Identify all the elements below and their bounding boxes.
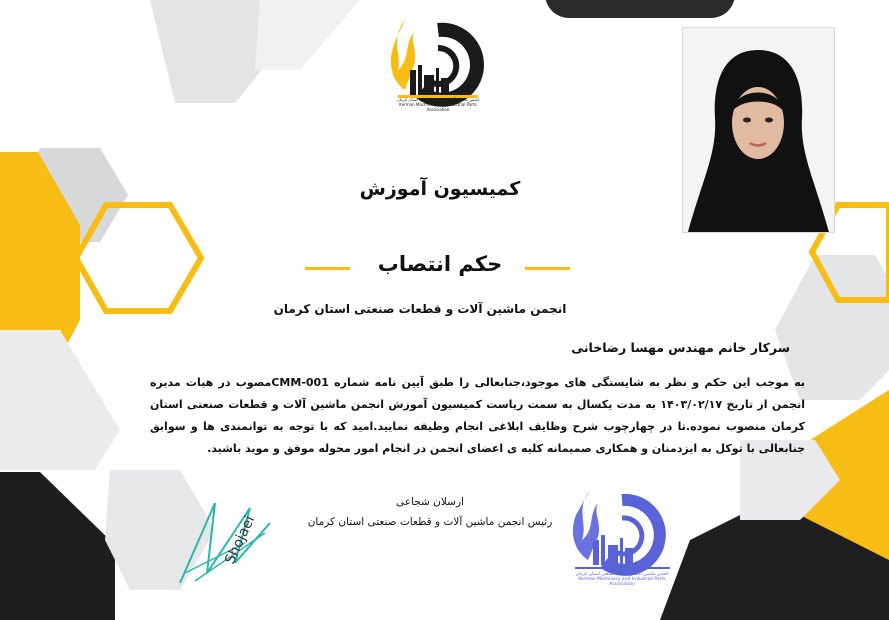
appointment-body: به موجب این حکم و نظر به شایستگی های موجود،جنابعالی را طبق آیین نامه شماره CMM-001مصوب در هیات مدیره انجمن از تاریخ ۱۴۰۳/۰۲/۱۷ به مدت یکسال به سمت ریاست کمیسیون آموزش انجمن ماشین آلات و قطعات صنعتی استان کرمان منصوب نموده.تا در چهارچوب شرح وظایف ابلاغی انجام وظیفه نمایید.امید که با توجه به توانمندی ها و سوابق جنابعالی با توکل به ایزدمنان و همکاری صمیمانه کلیه ی اعضای انجمن در انجام امور محوله موفق و موید باشید. (150, 376, 806, 455)
top-left-gray-shape-2 (255, 0, 360, 70)
association-logo (380, 10, 495, 110)
logo-tagline-en: Kerman Machinery and Industrial Parts Association (399, 102, 477, 112)
portrait-photo (682, 27, 835, 233)
top-dark-band (545, 0, 735, 18)
logo-tagline-fa: انجمن ماشین آلات و قطعات صنعتی استان کرمان (396, 97, 480, 102)
stamp-text-fa: انجمن ماشین آلات و قطعات صنعتی استان کرمان (575, 572, 669, 577)
committee-heading: کمیسیون آموزش (359, 178, 521, 200)
signer-name: ارسلان شجاعی (396, 496, 464, 508)
signer-block (300, 492, 560, 532)
handwritten-signature (175, 493, 295, 588)
logo-tagline (388, 97, 488, 112)
organization-name: انجمن ماشین آلات و قطعات صنعتی استان کرمان (273, 302, 567, 316)
left-yellow-hex-outline (76, 205, 201, 311)
stamp-caption (572, 572, 672, 587)
title-left-line (305, 267, 350, 270)
signature-text: Shojaei (222, 513, 259, 567)
signer-position: رئیس انجمن ماشین آلات و قطعات صنعتی استان کرمان (307, 516, 553, 528)
left-gray-lower (0, 330, 120, 470)
title-right-line (525, 267, 570, 270)
left-dark-shape (0, 472, 115, 620)
stamp-text-en: Kerman Machinery and Industrial Parts Association (578, 577, 666, 587)
certificate-title: حکم انتصاب (377, 252, 503, 276)
official-stamp (560, 485, 682, 585)
recipient-name: سرکار خانم مهندس مهسا رضاخانی (571, 340, 790, 355)
